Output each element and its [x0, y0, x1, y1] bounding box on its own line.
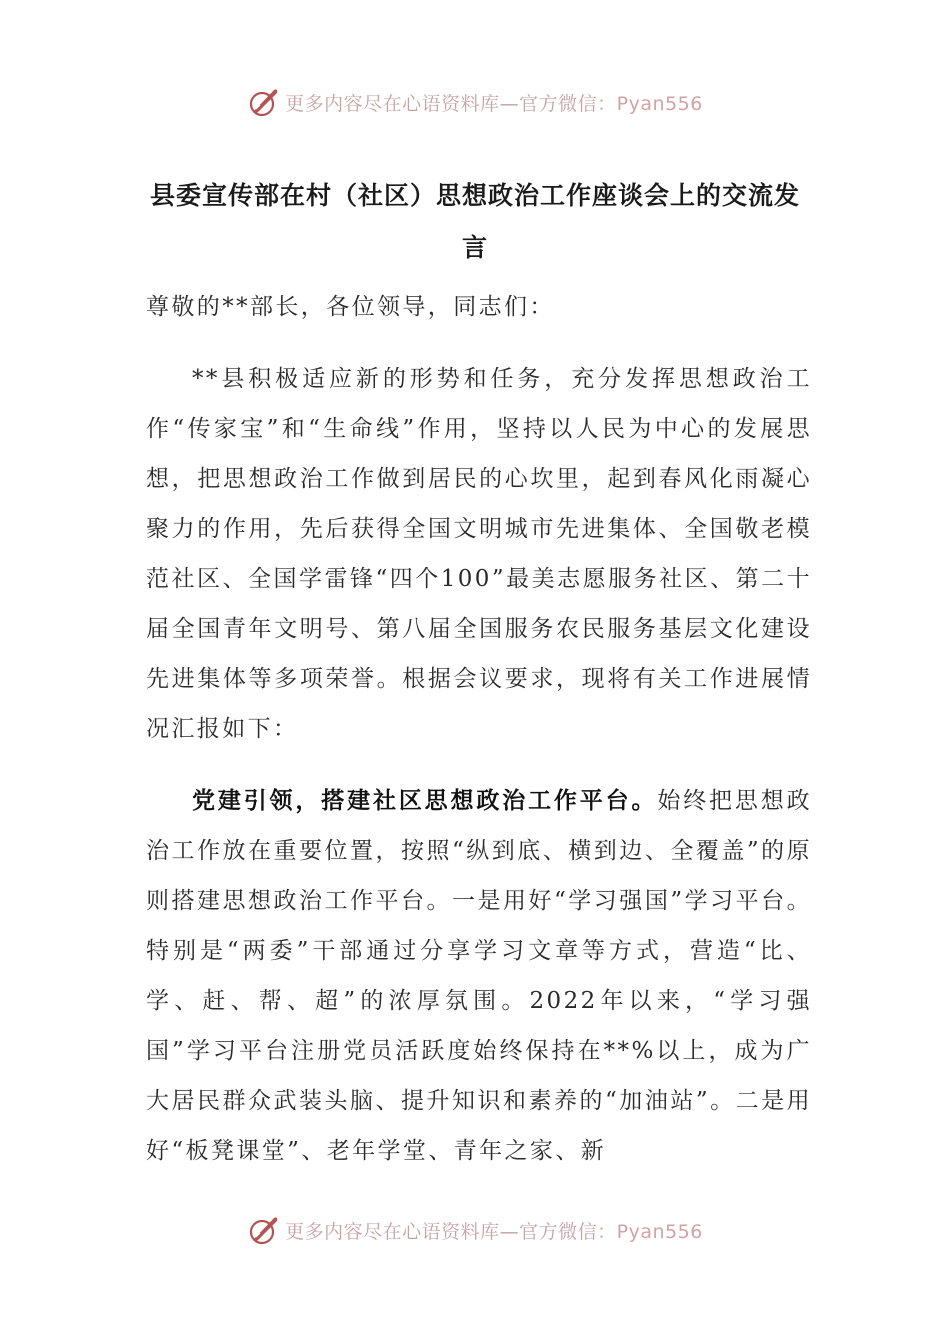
watermark-text: 更多内容尽在心语资料库—官方微信：Pyan556 — [285, 1220, 703, 1243]
watermark-text: 更多内容尽在心语资料库—官方微信：Pyan556 — [285, 92, 703, 115]
document-title-line2: 言 — [461, 233, 488, 262]
quill-logo-icon — [247, 1213, 281, 1247]
paragraph-intro: **县积极适应新的形势和任务，充分发挥思想政治工作“传家宝”和“生命线”作用，坚持以人民为中心的发展思想，把思想政治工作做到居民的心坎里，起到春风化雨凝心聚力的作用，先后获得全国文明城市先进集体、全国敬老模范社区、全国学雷锋“四个100”最美志愿服务社区、第二十届全国青年文明号、第八届全国服务农民服务基层文化建设先进集体等多项荣誉。根据会议要求，现将有关工作进展情况汇报如下： — [146, 366, 812, 742]
greeting: 尊敬的**部长，各位领导，同志们： — [146, 294, 555, 320]
quill-logo-icon — [247, 85, 281, 119]
header-watermark — [0, 82, 950, 122]
document-body — [146, 282, 812, 1176]
document-title-line1: 县委宣传部在村（社区）思想政治工作座谈会上的交流发 — [149, 181, 800, 210]
paragraph-section-1 — [146, 776, 812, 1176]
section-heading: 党建引领，搭建社区思想政治工作平台。 — [192, 787, 658, 814]
footer-watermark — [0, 1210, 950, 1250]
section-body: 始终把思想政治工作放在重要位置，按照“纵到底、横到边、全覆盖”的原则搭建思想政治工作平台。一是用好“学习强国”学习平台。特别是“两委”干部通过分享学习文章等方式，营造“比、学、赶、帮、超”的浓厚氛围。2022年以来，“学习强国”学习平台注册党员活跃度始终保持在**%以上，成为广大居民群众武装头脑、提升知识和素养的“加油站”。二是用好“板凳课堂”、老年学堂、青年之家、新 — [146, 788, 813, 1164]
